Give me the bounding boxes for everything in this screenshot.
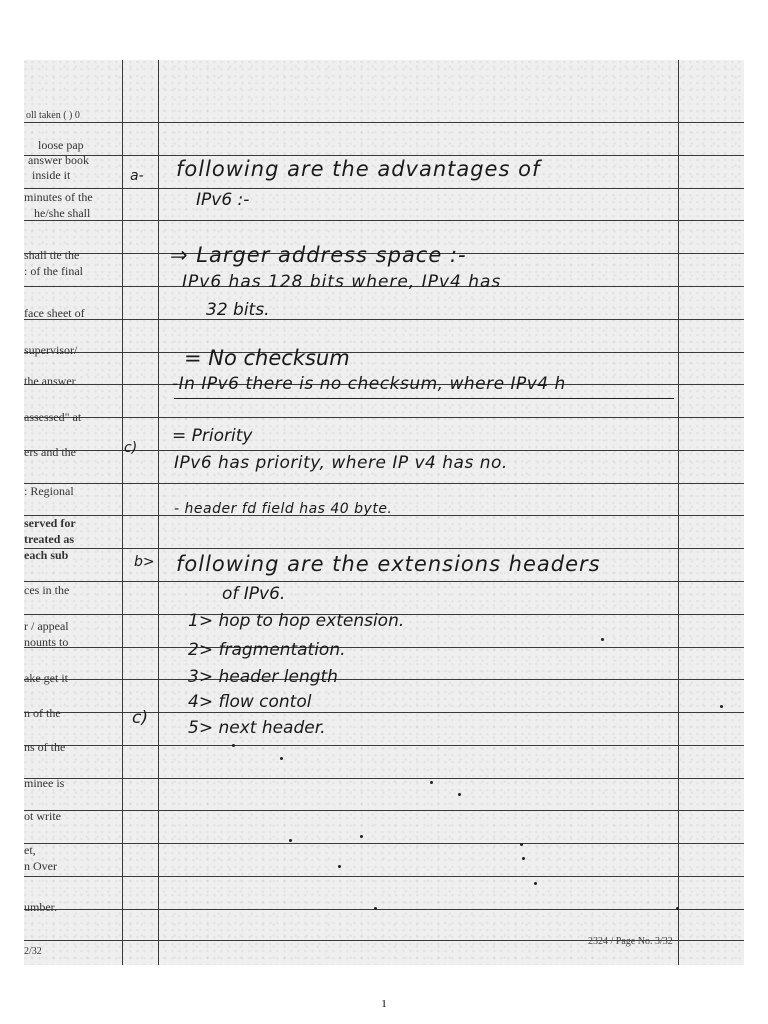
point4: - header fd field has 40 byte. — [174, 501, 393, 517]
point2-line1: -In IPv6 there is no checksum, where IPv4 h — [172, 374, 566, 394]
ruled-line — [24, 745, 744, 746]
ink-dot — [601, 638, 604, 641]
margin-text: treated as — [24, 532, 75, 546]
margin-text: served for — [24, 516, 76, 530]
margin-line-left — [122, 60, 123, 965]
margin-text: r / appeal — [24, 619, 69, 633]
margin-text: the answer — [24, 374, 76, 388]
question-label-c1: c) — [124, 440, 138, 456]
point3-title: = Priority — [172, 426, 253, 446]
ink-dot — [720, 705, 723, 708]
margin-text: ake get it — [24, 671, 68, 685]
extension-item: 4> flow contol — [188, 692, 312, 712]
page-right-rule — [678, 60, 679, 965]
margin-text: nounts to — [24, 635, 69, 649]
answer-b-line1: following are the extensions headers — [176, 552, 601, 576]
underline — [174, 398, 674, 399]
extension-item: 1> hop to hop extension. — [188, 611, 405, 631]
margin-text: shall tie the — [24, 248, 80, 262]
ruled-line — [24, 319, 744, 320]
margin-text: ns of the — [24, 740, 66, 754]
margin-text: loose pap — [38, 138, 84, 152]
margin-text: he/she shall — [34, 206, 91, 220]
ruled-line — [24, 155, 744, 156]
question-label-a: a- — [130, 168, 144, 184]
ink-dot — [676, 907, 679, 910]
extension-item: 5> next header. — [188, 718, 326, 738]
ink-dot — [374, 907, 377, 910]
ruled-line — [24, 909, 744, 910]
margin-text: 2/32 — [24, 946, 42, 957]
ruled-line — [24, 843, 744, 844]
ink-dot — [520, 843, 523, 846]
margin-text: inside it — [32, 168, 71, 182]
answer-sheet — [24, 60, 744, 965]
ruled-line — [24, 647, 744, 648]
page-number: 1 — [381, 998, 387, 1010]
margin-text: umber. — [24, 900, 57, 914]
margin-text: oll taken ( ) 0 — [26, 110, 80, 121]
margin-text: ot write — [24, 809, 61, 823]
ruled-line — [24, 188, 744, 189]
ruled-line — [24, 876, 744, 877]
margin-text: et, — [24, 843, 36, 857]
point2-title: = No checksum — [184, 346, 350, 370]
margin-text: supervisor/ — [24, 343, 78, 357]
ruled-line — [24, 122, 744, 123]
extension-item: 3> header length — [188, 667, 338, 687]
ruled-line — [24, 548, 744, 549]
answer-b-line2: of IPv6. — [222, 584, 286, 604]
ruled-line — [24, 220, 744, 221]
ink-dot — [360, 835, 363, 838]
answer-a-line1: following are the advantages of — [176, 157, 541, 181]
margin-text: : of the final — [24, 264, 83, 278]
point3-line1: IPv6 has priority, where IP v4 has no. — [174, 453, 508, 473]
margin-text: face sheet of — [24, 306, 85, 320]
point1-line1: IPv6 has 128 bits where, IPv4 has — [182, 272, 502, 292]
margin-text: : Regional — [24, 484, 74, 498]
point1-line2: 32 bits. — [206, 300, 270, 320]
ruled-line — [24, 810, 744, 811]
ruled-line — [24, 483, 744, 484]
ruled-line — [24, 581, 744, 582]
ink-dot — [289, 839, 292, 842]
answer-a-line2: IPv6 :- — [196, 190, 250, 210]
ruled-line — [24, 417, 744, 418]
margin-text: ces in the — [24, 583, 70, 597]
margin-text: n Over — [24, 859, 57, 873]
margin-text: minutes of the — [24, 190, 93, 204]
extension-item: 2> fragmentation. — [188, 640, 346, 660]
margin-line-right — [158, 60, 159, 965]
ink-dot — [338, 865, 341, 868]
page-footer: 2324 / Page No. 3/32 — [588, 936, 673, 947]
margin-text: n of the — [24, 706, 61, 720]
ink-dot — [430, 781, 433, 784]
margin-text: minee is — [24, 776, 65, 790]
ink-dot — [522, 857, 525, 860]
point1-title: ⇒ Larger address space :- — [170, 243, 467, 267]
margin-text: ers and the — [24, 445, 76, 459]
ruled-line — [24, 352, 744, 353]
ruled-line — [24, 778, 744, 779]
question-label-c2: c) — [132, 708, 148, 728]
margin-text: answer book — [28, 153, 89, 167]
ink-dot — [458, 793, 461, 796]
question-label-b: b> — [134, 554, 155, 570]
ink-dot — [280, 757, 283, 760]
ink-dot — [534, 882, 537, 885]
ruled-line — [24, 679, 744, 680]
ink-dot — [232, 744, 235, 747]
margin-text: each sub — [24, 548, 69, 562]
margin-text: assessed" at — [24, 410, 82, 424]
